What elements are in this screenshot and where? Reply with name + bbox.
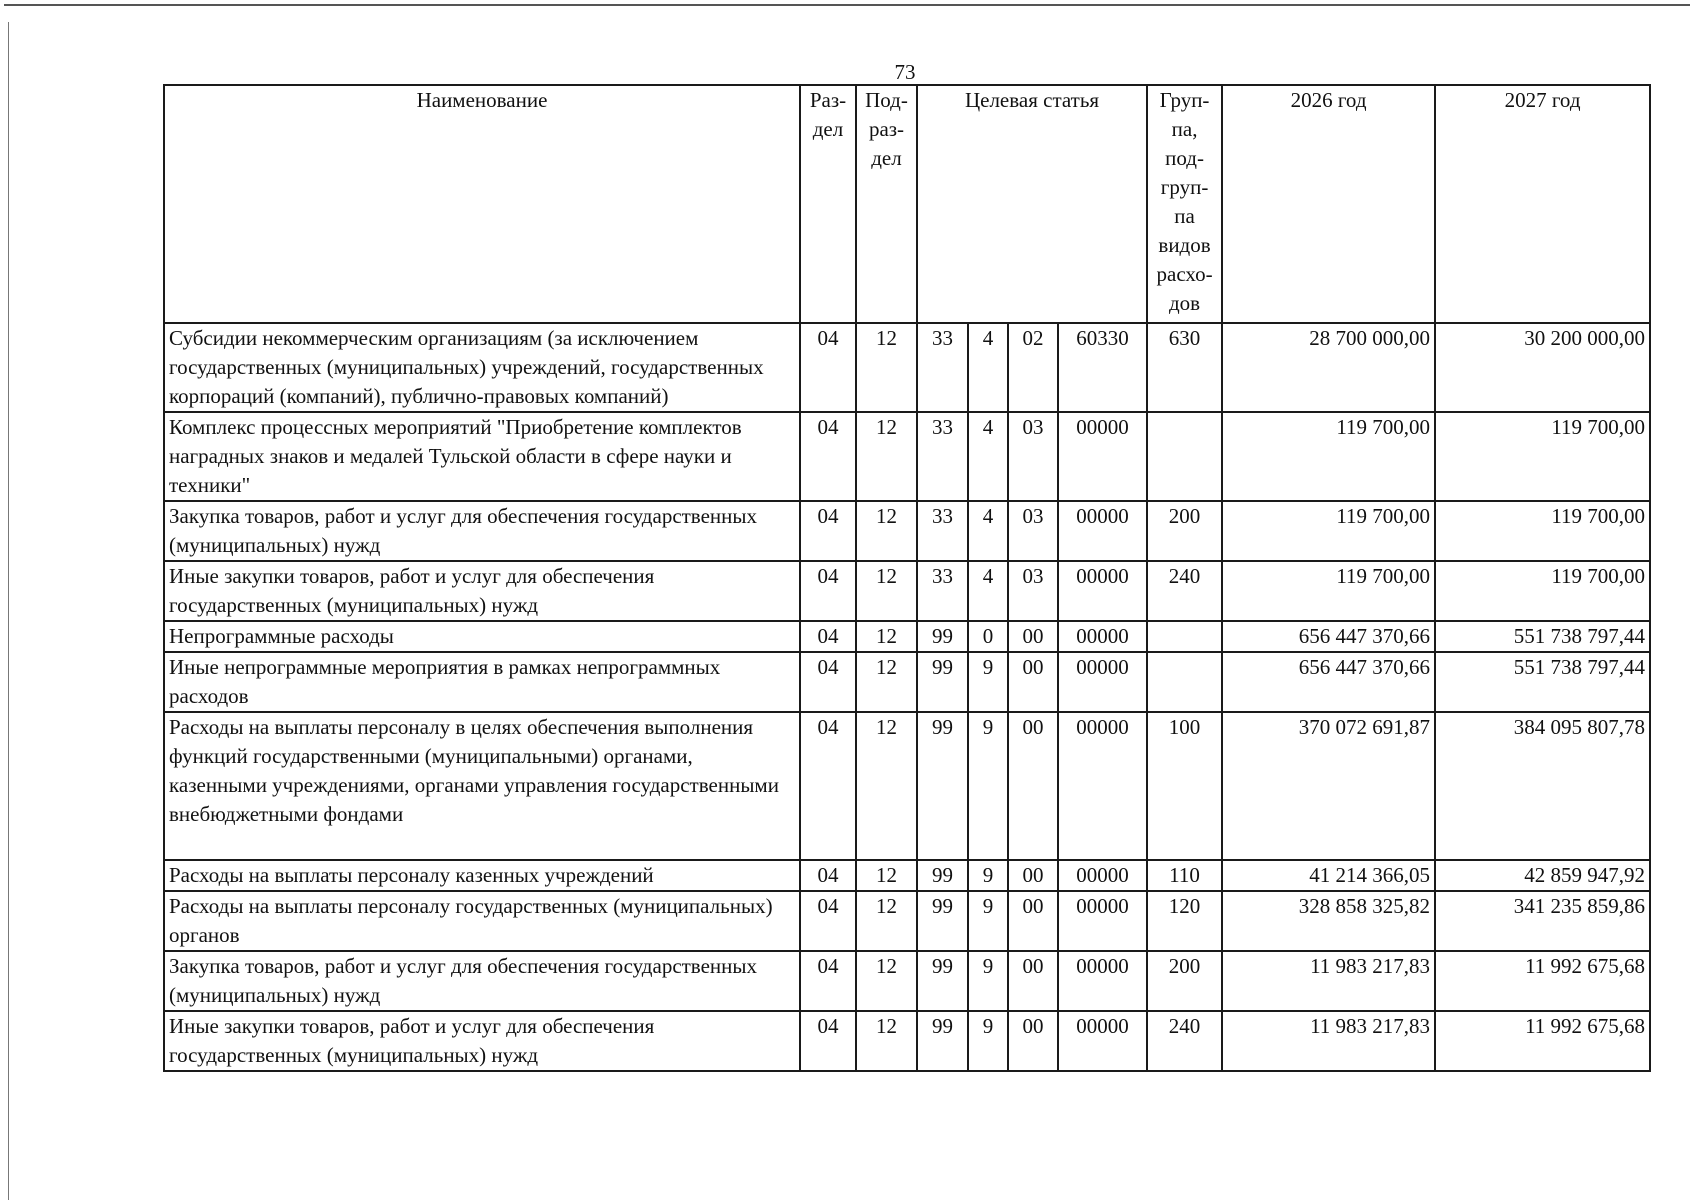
row-target-direction-cell: 00000 — [1058, 561, 1147, 621]
row-expense-group-cell: 200 — [1147, 501, 1222, 561]
row-name-cell: Закупка товаров, работ и услуг для обеспечения государственных (муниципальных) нужд — [164, 951, 800, 1011]
row-target-program-cell: 99 — [917, 621, 968, 652]
row-target-program-cell: 99 — [917, 891, 968, 951]
row-target-program-cell: 33 — [917, 501, 968, 561]
row-target-direction-cell: 00000 — [1058, 712, 1147, 860]
row-subsection-cell: 12 — [856, 891, 917, 951]
row-expense-group-cell — [1147, 412, 1222, 501]
row-target-type-cell: 4 — [968, 412, 1008, 501]
row-target-program-cell: 99 — [917, 712, 968, 860]
row-target-structure-cell: 00 — [1008, 951, 1058, 1011]
row-target-program-cell: 99 — [917, 652, 968, 712]
table-row — [164, 652, 1650, 712]
table-row — [164, 891, 1650, 951]
row-amount-2027-cell: 551 738 797,44 — [1435, 621, 1650, 652]
row-subsection-cell: 12 — [856, 712, 917, 860]
row-target-direction-cell: 00000 — [1058, 501, 1147, 561]
header-expense-group: Груп-па, под-груп-па видов расхо-дов — [1147, 85, 1222, 323]
row-amount-2027-cell: 42 859 947,92 — [1435, 860, 1650, 891]
page-number: 73 — [894, 60, 916, 84]
row-target-direction-cell: 60330 — [1058, 323, 1147, 412]
row-section-cell: 04 — [800, 652, 856, 712]
scan-border-top — [4, 4, 1690, 6]
row-amount-2026-cell: 656 447 370,66 — [1222, 621, 1435, 652]
row-target-type-cell: 9 — [968, 652, 1008, 712]
row-expense-group-cell: 110 — [1147, 860, 1222, 891]
row-target-structure-cell: 03 — [1008, 501, 1058, 561]
row-target-direction-cell: 00000 — [1058, 621, 1147, 652]
row-target-direction-cell: 00000 — [1058, 652, 1147, 712]
row-amount-2026-cell: 328 858 325,82 — [1222, 891, 1435, 951]
row-name-cell: Иные закупки товаров, работ и услуг для обеспечения государственных (муниципальных) нужд — [164, 561, 800, 621]
row-amount-2027-cell: 119 700,00 — [1435, 561, 1650, 621]
row-name-cell: Расходы на выплаты персоналу в целях обеспечения выполнения функций государственными (муниципальными) органами, казенными учреждениями, органами управления государственными внебюджетными фондами — [164, 712, 800, 860]
row-section-cell: 04 — [800, 501, 856, 561]
row-amount-2027-cell: 11 992 675,68 — [1435, 951, 1650, 1011]
row-target-type-cell: 9 — [968, 712, 1008, 860]
row-name-cell: Иные закупки товаров, работ и услуг для обеспечения государственных (муниципальных) нужд — [164, 1011, 800, 1071]
row-target-type-cell: 4 — [968, 561, 1008, 621]
row-subsection-cell: 12 — [856, 621, 917, 652]
row-name-cell: Комплекс процессных мероприятий "Приобретение комплектов наградных знаков и медалей Тульской области в сфере науки и техники" — [164, 412, 800, 501]
table-header-row — [164, 85, 1650, 323]
row-expense-group-cell: 240 — [1147, 561, 1222, 621]
row-target-direction-cell: 00000 — [1058, 412, 1147, 501]
row-amount-2027-cell: 119 700,00 — [1435, 501, 1650, 561]
row-target-program-cell: 33 — [917, 323, 968, 412]
row-amount-2027-cell: 119 700,00 — [1435, 412, 1650, 501]
row-amount-2026-cell: 11 983 217,83 — [1222, 1011, 1435, 1071]
row-subsection-cell: 12 — [856, 412, 917, 501]
table-row — [164, 860, 1650, 891]
budget-table — [163, 84, 1651, 1072]
row-target-structure-cell: 00 — [1008, 652, 1058, 712]
header-subsection: Под-раз-дел — [856, 85, 917, 323]
row-expense-group-cell: 240 — [1147, 1011, 1222, 1071]
row-section-cell: 04 — [800, 1011, 856, 1071]
row-name-cell: Расходы на выплаты персоналу казенных учреждений — [164, 860, 800, 891]
row-target-structure-cell: 00 — [1008, 621, 1058, 652]
row-target-type-cell: 0 — [968, 621, 1008, 652]
header-target-article: Целевая статья — [917, 85, 1147, 323]
row-target-structure-cell: 00 — [1008, 891, 1058, 951]
row-target-program-cell: 99 — [917, 951, 968, 1011]
row-expense-group-cell — [1147, 621, 1222, 652]
row-subsection-cell: 12 — [856, 860, 917, 891]
row-amount-2026-cell: 119 700,00 — [1222, 412, 1435, 501]
row-target-structure-cell: 03 — [1008, 561, 1058, 621]
row-target-direction-cell: 00000 — [1058, 891, 1147, 951]
row-target-type-cell: 4 — [968, 501, 1008, 561]
row-section-cell: 04 — [800, 621, 856, 652]
table-row — [164, 951, 1650, 1011]
row-section-cell: 04 — [800, 891, 856, 951]
row-subsection-cell: 12 — [856, 652, 917, 712]
row-target-type-cell: 9 — [968, 951, 1008, 1011]
row-expense-group-cell: 200 — [1147, 951, 1222, 1011]
row-amount-2026-cell: 11 983 217,83 — [1222, 951, 1435, 1011]
row-target-type-cell: 9 — [968, 891, 1008, 951]
row-amount-2027-cell: 384 095 807,78 — [1435, 712, 1650, 860]
row-section-cell: 04 — [800, 561, 856, 621]
row-target-structure-cell: 03 — [1008, 412, 1058, 501]
table-row — [164, 501, 1650, 561]
row-expense-group-cell: 100 — [1147, 712, 1222, 860]
row-target-direction-cell: 00000 — [1058, 951, 1147, 1011]
row-section-cell: 04 — [800, 860, 856, 891]
row-subsection-cell: 12 — [856, 323, 917, 412]
row-amount-2027-cell: 30 200 000,00 — [1435, 323, 1650, 412]
row-target-structure-cell: 00 — [1008, 1011, 1058, 1071]
row-amount-2026-cell: 119 700,00 — [1222, 561, 1435, 621]
row-target-type-cell: 9 — [968, 1011, 1008, 1071]
table-row — [164, 412, 1650, 501]
row-name-cell: Иные непрограммные мероприятия в рамках непрограммных расходов — [164, 652, 800, 712]
row-target-program-cell: 33 — [917, 412, 968, 501]
row-amount-2027-cell: 11 992 675,68 — [1435, 1011, 1650, 1071]
row-target-program-cell: 99 — [917, 1011, 968, 1071]
table-row — [164, 561, 1650, 621]
row-amount-2027-cell: 551 738 797,44 — [1435, 652, 1650, 712]
table-row — [164, 323, 1650, 412]
row-amount-2026-cell: 119 700,00 — [1222, 501, 1435, 561]
row-target-structure-cell: 02 — [1008, 323, 1058, 412]
table-row — [164, 1011, 1650, 1071]
row-amount-2027-cell: 341 235 859,86 — [1435, 891, 1650, 951]
row-amount-2026-cell: 28 700 000,00 — [1222, 323, 1435, 412]
header-section: Раз-дел — [800, 85, 856, 323]
row-section-cell: 04 — [800, 323, 856, 412]
table-row — [164, 621, 1650, 652]
row-subsection-cell: 12 — [856, 951, 917, 1011]
header-2027: 2027 год — [1435, 85, 1650, 323]
row-name-cell: Субсидии некоммерческим организациям (за исключением государственных (муниципальных) учреждений, государственных корпораций (компаний), публично-правовых компаний) — [164, 323, 800, 412]
row-target-direction-cell: 00000 — [1058, 860, 1147, 891]
header-name: Наименование — [164, 85, 800, 323]
table-body — [164, 323, 1650, 1071]
row-target-type-cell: 9 — [968, 860, 1008, 891]
row-amount-2026-cell: 370 072 691,87 — [1222, 712, 1435, 860]
row-target-direction-cell: 00000 — [1058, 1011, 1147, 1071]
row-expense-group-cell: 120 — [1147, 891, 1222, 951]
row-name-cell: Расходы на выплаты персоналу государственных (муниципальных) органов — [164, 891, 800, 951]
row-target-structure-cell: 00 — [1008, 860, 1058, 891]
row-expense-group-cell: 630 — [1147, 323, 1222, 412]
table-row — [164, 712, 1650, 860]
row-subsection-cell: 12 — [856, 501, 917, 561]
row-section-cell: 04 — [800, 951, 856, 1011]
row-amount-2026-cell: 41 214 366,05 — [1222, 860, 1435, 891]
row-target-program-cell: 99 — [917, 860, 968, 891]
row-target-program-cell: 33 — [917, 561, 968, 621]
row-target-structure-cell: 00 — [1008, 712, 1058, 860]
scan-border-left — [8, 22, 9, 1200]
row-subsection-cell: 12 — [856, 1011, 917, 1071]
row-expense-group-cell — [1147, 652, 1222, 712]
row-section-cell: 04 — [800, 712, 856, 860]
row-target-type-cell: 4 — [968, 323, 1008, 412]
row-name-cell: Закупка товаров, работ и услуг для обеспечения государственных (муниципальных) нужд — [164, 501, 800, 561]
row-amount-2026-cell: 656 447 370,66 — [1222, 652, 1435, 712]
row-subsection-cell: 12 — [856, 561, 917, 621]
header-2026: 2026 год — [1222, 85, 1435, 323]
row-name-cell: Непрограммные расходы — [164, 621, 800, 652]
row-section-cell: 04 — [800, 412, 856, 501]
